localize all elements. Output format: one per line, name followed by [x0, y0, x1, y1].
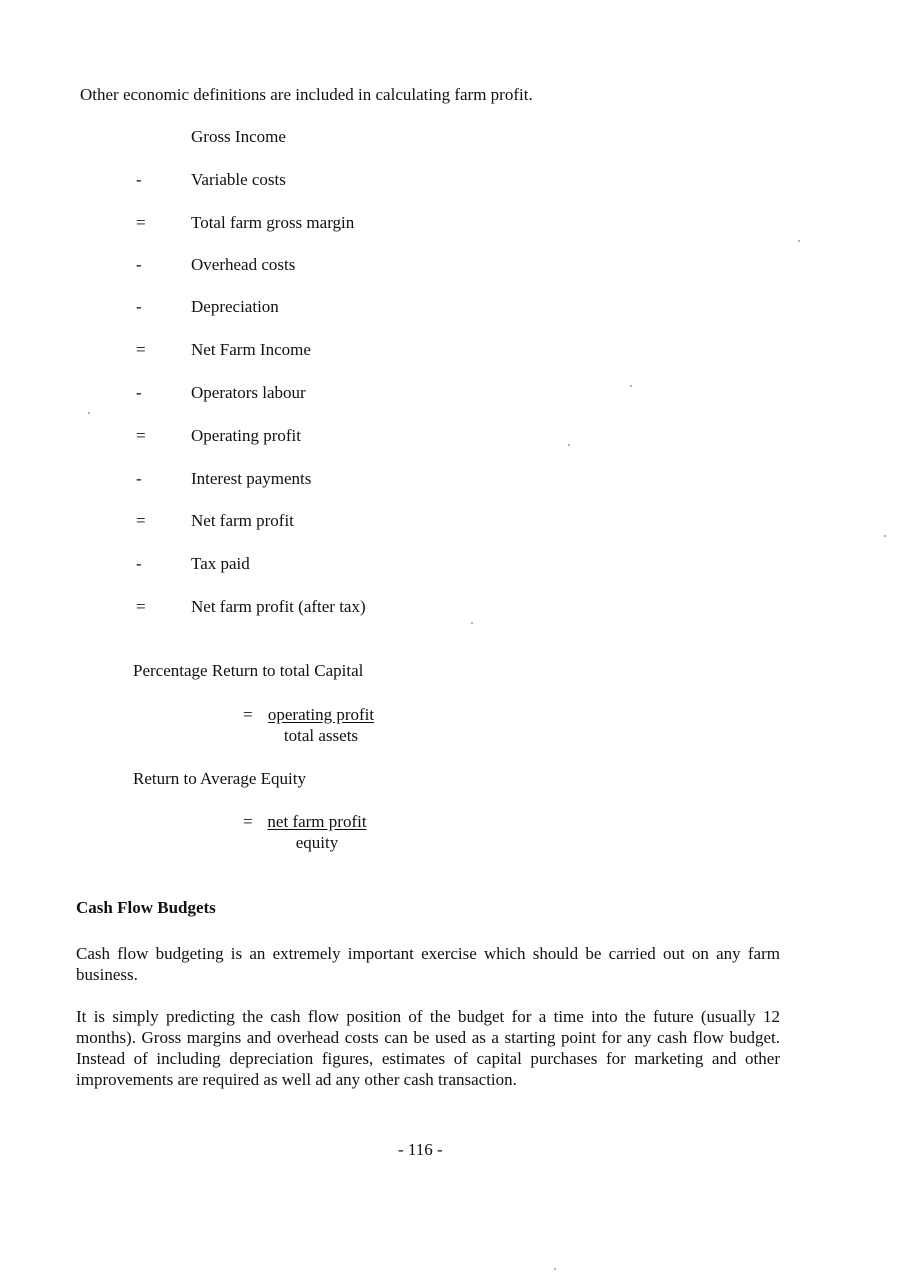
step-label: Net Farm Income — [191, 340, 311, 359]
page-number: - 116 - — [398, 1140, 443, 1159]
section-heading: Cash Flow Budgets — [76, 898, 216, 917]
step-operator: - — [136, 255, 142, 274]
step-operator: = — [136, 340, 146, 359]
fraction-numerator — [258, 812, 376, 832]
step-label: Overhead costs — [191, 255, 296, 274]
step-operator: = — [136, 597, 146, 616]
formula-equals: = — [243, 812, 253, 831]
scan-speck — [568, 444, 570, 446]
step-operator: = — [136, 511, 146, 530]
step-label: Depreciation — [191, 297, 279, 316]
intro-text: Other economic definitions are included in calculating farm profit. — [80, 85, 533, 104]
step-label: Gross Income — [191, 127, 286, 146]
scan-speck — [630, 385, 632, 387]
fraction-denominator: equity — [295, 833, 339, 852]
step-label: Operators labour — [191, 383, 306, 402]
fraction-return-total-capital — [258, 705, 384, 746]
step-label: Tax paid — [191, 554, 250, 573]
step-operator: - — [136, 383, 142, 402]
step-operator: - — [136, 554, 142, 573]
formula-label-return-total-capital: Percentage Return to total Capital — [133, 661, 364, 680]
scan-speck — [884, 535, 886, 537]
step-label: Interest payments — [191, 469, 312, 488]
scan-speck — [554, 1268, 556, 1270]
numerator-text: net farm profit — [267, 812, 367, 831]
step-operator: = — [136, 213, 146, 232]
paragraph: It is simply predicting the cash flow position of the budget for a time into the future (usually 12 months). Gross margins and overhead costs can be used as a starting point for any cash flow budget. Instead of including depreciation figures, estimates of capital purchases for marketing and other improvements are required as well ad any other cash transaction. — [76, 1007, 780, 1089]
fraction-return-average-equity — [258, 812, 376, 853]
scan-speck — [798, 240, 800, 242]
step-label: Total farm gross margin — [191, 213, 355, 232]
fraction-denominator: total assets — [283, 726, 359, 745]
fraction-numerator — [258, 705, 384, 725]
step-label: Net farm profit (after tax) — [191, 597, 366, 616]
formula-label-return-average-equity: Return to Average Equity — [133, 769, 306, 788]
step-label: Net farm profit — [191, 511, 294, 530]
numerator-text: operating profit — [267, 705, 375, 724]
step-operator: - — [136, 297, 142, 316]
scan-speck — [471, 622, 473, 624]
step-operator: - — [136, 170, 142, 189]
step-label: Operating profit — [191, 426, 301, 445]
step-operator: - — [136, 469, 142, 488]
formula-equals: = — [243, 705, 253, 724]
step-operator: = — [136, 426, 146, 445]
step-label: Variable costs — [191, 170, 286, 189]
paragraph: Cash flow budgeting is an extremely important exercise which should be carried out on any farm business. — [76, 944, 780, 984]
scan-speck — [88, 412, 90, 414]
